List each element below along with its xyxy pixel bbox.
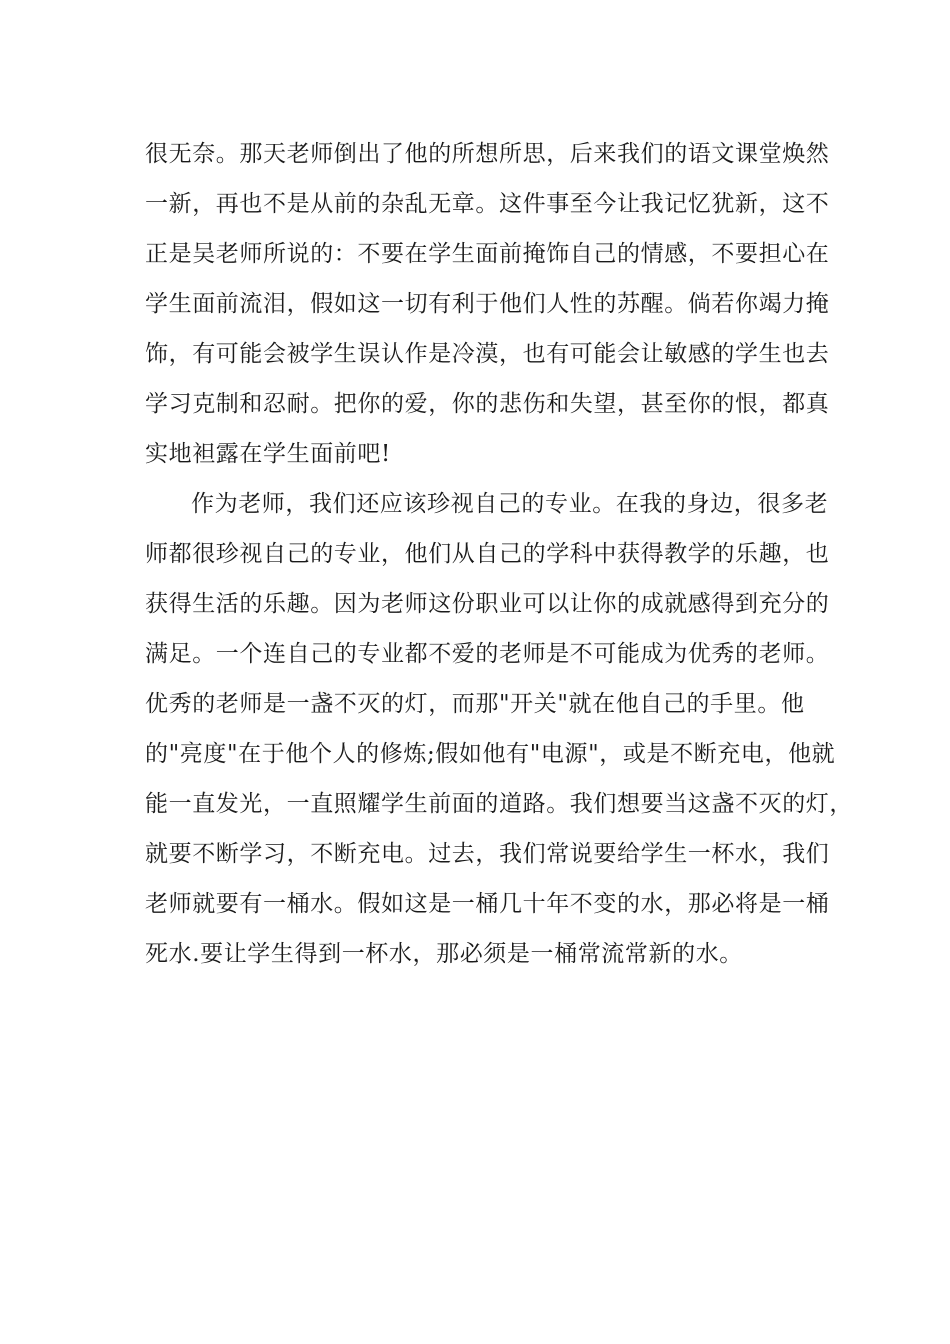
text-line: 一新，再也不是从前的杂乱无章。这件事至今让我记忆犹新，这不 (145, 191, 830, 217)
text-line: 老师就要有一桶水。假如这是一桶几十年不变的水，那必将是一桶 (145, 891, 830, 917)
text-line: 很无奈。那天老师倒出了他的所想所思，后来我们的语文课堂焕然 (145, 141, 830, 167)
text-line: 师都很珍视自己的专业，他们从自己的学科中获得教学的乐趣，也 (145, 541, 830, 567)
text-line: 作为老师，我们还应该珍视自己的专业。在我的身边，很多老 (191, 491, 829, 517)
paragraph-1 (145, 129, 835, 479)
text-line: 满足。一个连自己的专业都不爱的老师是不可能成为优秀的老师。 (145, 641, 830, 667)
text-line: 实地袒露在学生面前吧! (145, 441, 391, 467)
text-line: 正是吴老师所说的：不要在学生面前掩饰自己的情感，不要担心在 (145, 241, 830, 267)
text-line: 饰，有可能会被学生误认作是冷漠，也有可能会让敏感的学生也去 (145, 341, 830, 367)
text-line: 获得生活的乐趣。因为老师这份职业可以让你的成就感得到充分的 (145, 591, 830, 617)
text-line: 学习克制和忍耐。把你的爱，你的悲伤和失望，甚至你的恨，都真 (145, 391, 830, 417)
paragraph-2 (145, 479, 853, 979)
text-line: 学生面前流泪，假如这一切有利于他们人性的苏醒。倘若你竭力掩 (145, 291, 830, 317)
text-line: 死水.要让学生得到一杯水，那必须是一桶常流常新的水。 (145, 941, 743, 967)
text-line: 能一直发光，一直照耀学生前面的道路。我们想要当这盏不灭的灯， (145, 791, 853, 817)
text-line: 就要不断学习，不断充电。过去，我们常说要给学生一杯水，我们 (145, 841, 830, 867)
document-body (145, 129, 853, 979)
text-line: 的"亮度"在于他个人的修炼;假如他有"电源"，或是不断充电，他就 (145, 741, 836, 767)
text-line: 优秀的老师是一盏不灭的灯，而那"开关"就在他自己的手里。他 (145, 691, 805, 717)
